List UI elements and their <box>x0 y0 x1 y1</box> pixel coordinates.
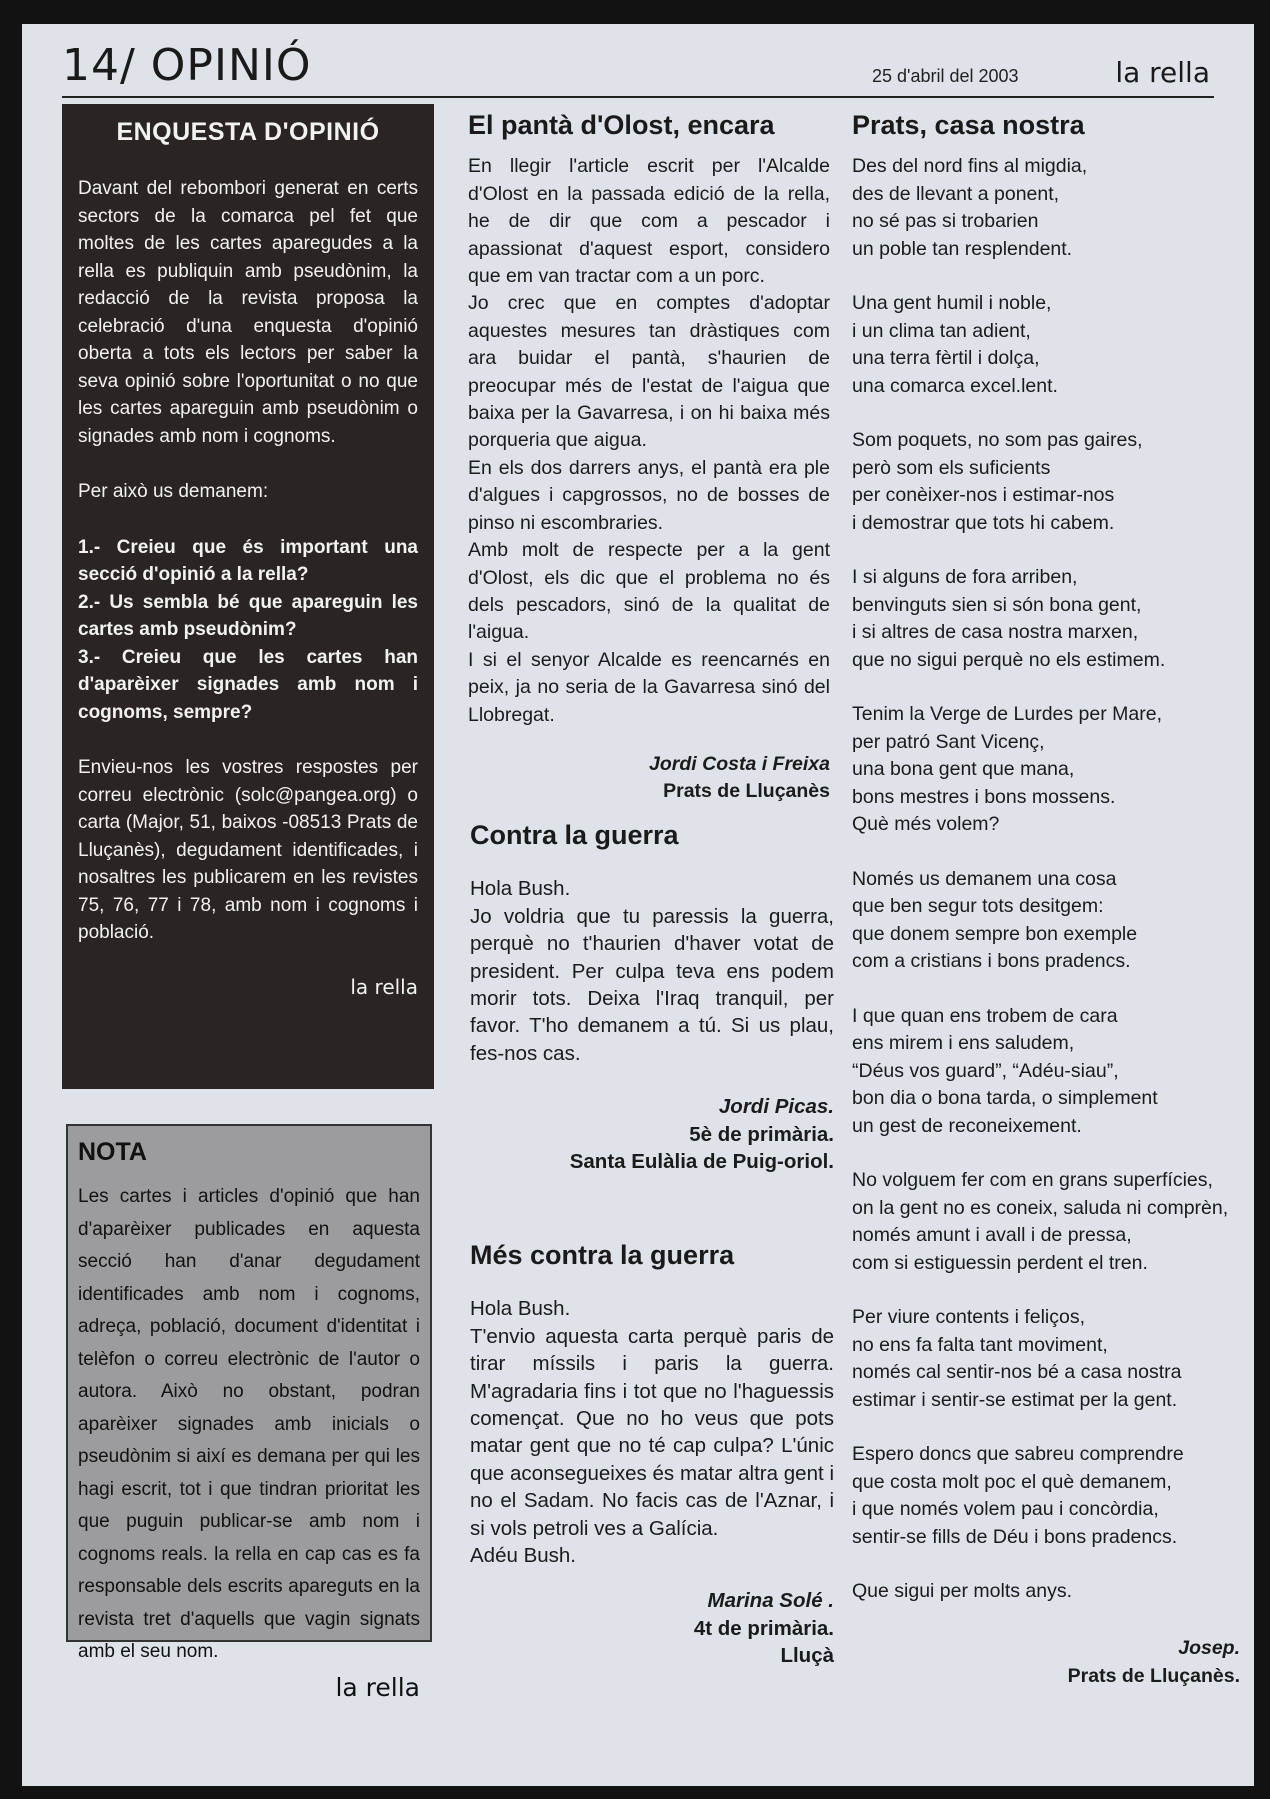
poem-line: una comarca excel.lent. <box>852 374 1058 397</box>
poem-stanza <box>852 290 1240 400</box>
survey-question: 3.- Creieu que les cartes han d'aparèixer signades amb nom i cognoms, sempre? <box>78 646 418 723</box>
poem-line: Espero doncs que sabreu comprendre <box>852 1443 1184 1466</box>
survey-title: ENQUESTA D'OPINIÓ <box>116 118 380 146</box>
poem-line: però som els suficients <box>852 456 1051 479</box>
author-grade: 4t de primària. <box>693 1616 834 1640</box>
poem-line: per conèixer-nos i estimar-nos <box>852 484 1115 507</box>
poem-line: Per viure contents i feliços, <box>852 1306 1086 1329</box>
article-author: Marina Solé . <box>707 1589 834 1613</box>
poem-line: estimar i sentir-se estimat per la gent. <box>852 1388 1178 1411</box>
article-paragraph: Amb molt de respecte per a la gent d'Olost, els dic que el problema no és dels pescadors, sinó de la qualitat de l'aigua. <box>468 539 830 644</box>
poem-line: i demostrar que tots hi cabem. <box>852 511 1115 534</box>
poem-line: Què més volem? <box>852 813 1000 836</box>
poem-line: No volguem fer com en grans superfícies, <box>852 1169 1213 1192</box>
poem-line: un gest de reconeixement. <box>852 1114 1082 1137</box>
article-paragraph: I si el senyor Alcalde es reencarnés en peix, ja no seria de la Gavarresa sinó del Llobregat. <box>468 648 830 726</box>
poem-line: com si estiguessin perdent el tren. <box>852 1251 1148 1274</box>
letter-greeting: Hola Bush. <box>470 1297 571 1321</box>
poem-stanza <box>852 564 1240 674</box>
author-grade: 5è de primària. <box>689 1122 834 1146</box>
poem-line: Una gent humil i noble, <box>852 292 1052 315</box>
survey-intro: Davant del rebombori generat en certs sectors de la comarca pel fet que moltes de les cartes aparegudes a la rella es publiquin amb pseudònim, la redacció de la revista proposa la celebració d'una enquesta d'opinió oberta a tots els lectors per saber la seva opinió sobre l'oportunitat o no que les cartes apareguin amb pseudònim o signades amb nom i cognoms. <box>78 178 418 447</box>
poem-line: que no sigui perquè no els estimem. <box>852 648 1166 671</box>
poem-stanza <box>852 1003 1240 1140</box>
poem-line: Som poquets, no som pas gaires, <box>852 429 1143 452</box>
poem-line: no ens fa falta tant moviment, <box>852 1333 1108 1356</box>
poem-line: per patró Sant Vicenç, <box>852 730 1045 753</box>
poem-line: com a cristians i bons pradencs. <box>852 950 1131 973</box>
poem-line: que costa molt poc el què demanem, <box>852 1470 1172 1493</box>
letter-greeting: Hola Bush. <box>470 877 571 901</box>
article-place: Lluçà <box>780 1644 834 1668</box>
survey-question: 1.- Creieu que és important una secció d'opinió a la rella? <box>78 536 418 585</box>
poem-stanza <box>852 1578 1240 1605</box>
letter-body: Jo voldria que tu paressis la guerra, perquè no t'haurien d'haver votat de president. Per culpa teva ens podem morir tots. Deixa l'Iraq tranquil, per favor. T'ho demanem a tú. Si us plau, fes-nos cas. <box>470 904 834 1065</box>
poem-line: bons mestres i bons mossens. <box>852 785 1116 808</box>
note-box <box>66 1124 432 1702</box>
poem-line: Només us demanem una cosa <box>852 867 1117 890</box>
poem-line: i un clima tan adient, <box>852 319 1031 342</box>
poem-line: benvinguts sien si són bona gent, <box>852 593 1142 616</box>
survey-signature: la rella <box>350 974 418 999</box>
poem-line: només amunt i avall i de pressa, <box>852 1224 1132 1247</box>
poem-line: Que sigui per molts anys. <box>852 1580 1073 1603</box>
poem-stanza <box>852 153 1240 263</box>
issue-date: 25 d'abril del 2003 <box>872 66 1019 86</box>
poem-stanza <box>852 1304 1240 1414</box>
article-paragraph: En els dos darrers anys, el pantà era ple d'algues i capgrossos, no de bosses de pinso ni escombraries. <box>468 456 830 534</box>
page-header <box>62 36 1214 98</box>
section-title: 14/ OPINIÓ <box>62 40 312 91</box>
poem-body <box>852 153 1240 1605</box>
poem-line: només cal sentir-nos bé a casa nostra <box>852 1361 1182 1384</box>
poem-line: Tenim la Verge de Lurdes per Mare, <box>852 703 1163 726</box>
survey-ask: Per això us demanem: <box>78 481 269 502</box>
note-title: NOTA <box>78 1138 147 1166</box>
letter-body: T'envio aquesta carta perquè paris de tirar míssils i paris la guerra. M'agradaria fins i tot que no l'haguessis començat. Que no ho veus que pots matar gent que no té cap culpa? L'únic que aconsegueixes és matar altra gent i no el Sadam. No facis cas de l'Aznar, i si vols petroli ves a Galícia. <box>470 1324 834 1540</box>
article-mes-contra-guerra <box>470 1242 834 1670</box>
article-paragraph: En llegir l'article escrit per l'Alcalde d'Olost en la passada edició de la rella, he de dir que com a pescador i apassionat d'aquest esport, considero que em van tractar com a un porc. <box>468 155 830 288</box>
survey-contact: Envieu-nos les vostres respostes per correu electrònic (solc@pangea.org) o carta (Major, 51, baixos -08513 Prats de Lluçanès), degudament identificades, i nosaltres les publicarem en les revistes 75, 76, 77 i 78, amb nom i cognoms i població. <box>78 757 418 943</box>
poem-stanza <box>852 1441 1240 1551</box>
poem-place: Prats de Lluçanès. <box>1067 1664 1240 1687</box>
article-contra-guerra <box>470 822 834 1175</box>
article-title: Contra la guerra <box>470 820 679 850</box>
note-body: Les cartes i articles d'opinió que han d'aparèixer publicades en aquesta secció han d'anar degudament identificades amb nom i cognoms, adreça, població, document d'identitat i telèfon o correu electrònic de l'autor o autora. Això no obstant, podran aparèixer signades amb inicials o pseudònim si així es demana per qui les hagi escrit, tot i que tindran prioritat les que puguin publicar-se amb nom i cognoms reals. la rella en cap cas es fa responsable dels escrits apareguts en la revista tret d'aquells que vagin signats amb el seu nom. <box>78 1186 420 1662</box>
survey-question: 2.- Us sembla bé que apareguin les cartes amb pseudònim? <box>78 591 418 640</box>
publication-name: la rella <box>1115 56 1210 89</box>
letter-closing: Adéu Bush. <box>470 1544 576 1568</box>
poem-stanza <box>852 1167 1240 1277</box>
poem-author: Josep. <box>1178 1637 1240 1660</box>
poem-stanza <box>852 427 1240 537</box>
poem-line: des de llevant a ponent, <box>852 182 1060 205</box>
poem-line: i que només volem pau i concòrdia, <box>852 1498 1159 1521</box>
poem-line: i si altres de casa nostra marxen, <box>852 621 1139 644</box>
article-paragraph: Jo crec que en comptes d'adoptar aquestes mesures tan dràstiques com ara buidar el pantà, s'haurien de preocupar més de l'estat de l'aigua que baixa per la Gavarresa, i on hi baixa més porqueria que aigua. <box>468 292 830 452</box>
poem-line: un poble tan resplendent. <box>852 237 1073 260</box>
poem-line: una bona gent que mana, <box>852 758 1075 781</box>
poem-title: Prats, casa nostra <box>852 110 1085 140</box>
poem-prats <box>852 112 1240 1690</box>
article-place: Prats de Lluçanès <box>663 780 830 803</box>
poem-line: I si alguns de fora arriben, <box>852 566 1078 589</box>
article-title: Més contra la guerra <box>470 1240 735 1270</box>
poem-line: no sé pas si trobarien <box>852 210 1039 233</box>
poem-line: sentir-se fills de Déu i bons pradencs. <box>852 1525 1178 1548</box>
poem-line: una terra fèrtil i dolça, <box>852 347 1040 370</box>
poem-stanza <box>852 701 1240 838</box>
newspaper-page <box>22 24 1254 1786</box>
article-author: Jordi Costa i Freixa <box>649 752 830 775</box>
poem-line: ens mirem i ens saludem, <box>852 1032 1075 1055</box>
survey-box <box>62 104 434 1089</box>
article-olost <box>468 112 830 806</box>
poem-line: on la gent no es coneix, saluda ni comprèn, <box>852 1196 1229 1219</box>
poem-line: I que quan ens trobem de cara <box>852 1004 1118 1027</box>
article-title: El pantà d'Olost, encara <box>468 110 775 140</box>
poem-line: que ben segur tots desitgem: <box>852 895 1104 918</box>
article-place: Santa Eulàlia de Puig-oriol. <box>569 1150 834 1174</box>
poem-line: bon dia o bona tarda, o simplement <box>852 1087 1158 1110</box>
poem-line: Des del nord fins al migdia, <box>852 155 1088 178</box>
note-signature: la rella <box>335 1672 420 1702</box>
poem-line: que donem sempre bon exemple <box>852 922 1138 945</box>
article-author: Jordi Picas. <box>718 1095 834 1119</box>
poem-stanza <box>852 866 1240 976</box>
poem-line: “Déus vos guard”, “Adéu-siau”, <box>852 1059 1119 1082</box>
